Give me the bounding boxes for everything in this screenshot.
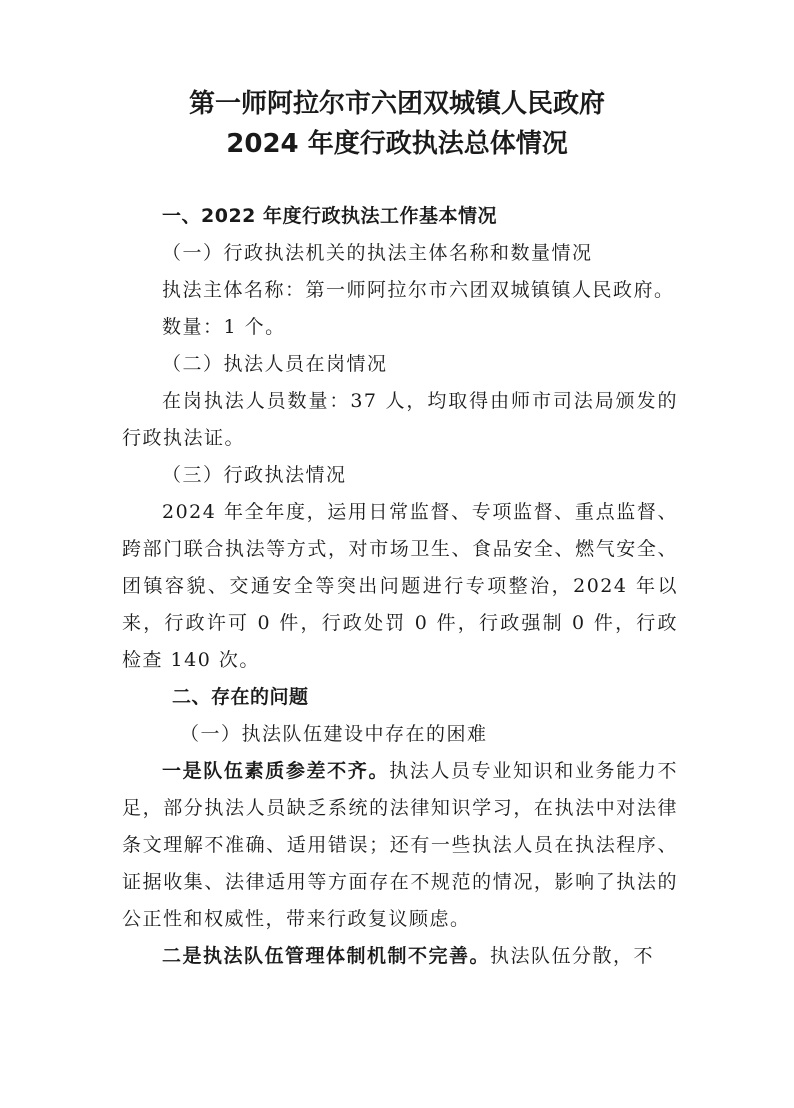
problem-1-lead: 一是队伍素质参差不齐。 bbox=[162, 760, 390, 782]
enforcement-subject-name: 执法主体名称：第一师阿拉尔市六团双城镇镇人民政府。 bbox=[162, 279, 675, 301]
problem-paragraph-1 bbox=[122, 753, 678, 938]
problem-2-text: 执法队伍分散，不 bbox=[490, 945, 655, 967]
document-title-line-1: 第一师阿拉尔市六团双城镇人民政府 bbox=[188, 89, 605, 119]
section-1-sub-3-heading: （三）行政执法情况 bbox=[162, 464, 347, 486]
section-1-sub-1-heading: （一）行政执法机关的执法主体名称和数量情况 bbox=[162, 242, 593, 264]
staff-on-duty-paragraph: 在岗执法人员数量：37 人，均取得由师市司法局颁发的行政执法证。 bbox=[122, 390, 678, 449]
section-2-sub-1-heading: （一）执法队伍建设中存在的困难 bbox=[180, 723, 488, 745]
enforcement-subject-count: 数量：1 个。 bbox=[162, 316, 286, 338]
problem-2-lead: 二是执法队伍管理体制机制不完善。 bbox=[162, 945, 491, 967]
section-1-heading: 一、2022 年度行政执法工作基本情况 bbox=[162, 205, 497, 227]
section-2-heading: 二、存在的问题 bbox=[172, 686, 309, 708]
section-1-sub-2-heading: （二）执法人员在岗情况 bbox=[162, 353, 388, 375]
enforcement-status-paragraph: 2024 年全年度，运用日常监督、专项监督、重点监督、跨部门联合执法等方式，对市场卫生、食品安全、燃气安全、团镇容貌、交通安全等突出问题进行专项整治，2024 年以来，行政许可 0 件，行政处罚 0 件，行政强制 0 件，行政检查 140 次。 bbox=[122, 501, 678, 671]
problem-paragraph-2 bbox=[122, 938, 678, 975]
problem-1-text: 执法人员专业知识和业务能力不足，部分执法人员缺乏系统的法律知识学习，在执法中对法律条文理解不准确、适用错误；还有一些执法人员在执法程序、证据收集、法律适用等方面存在不规范的情况，影响了执法的公正性和权威性，带来行政复议顾虑。 bbox=[122, 760, 678, 930]
document-title-line-2: 2024 年度行政执法总体情况 bbox=[226, 129, 568, 159]
